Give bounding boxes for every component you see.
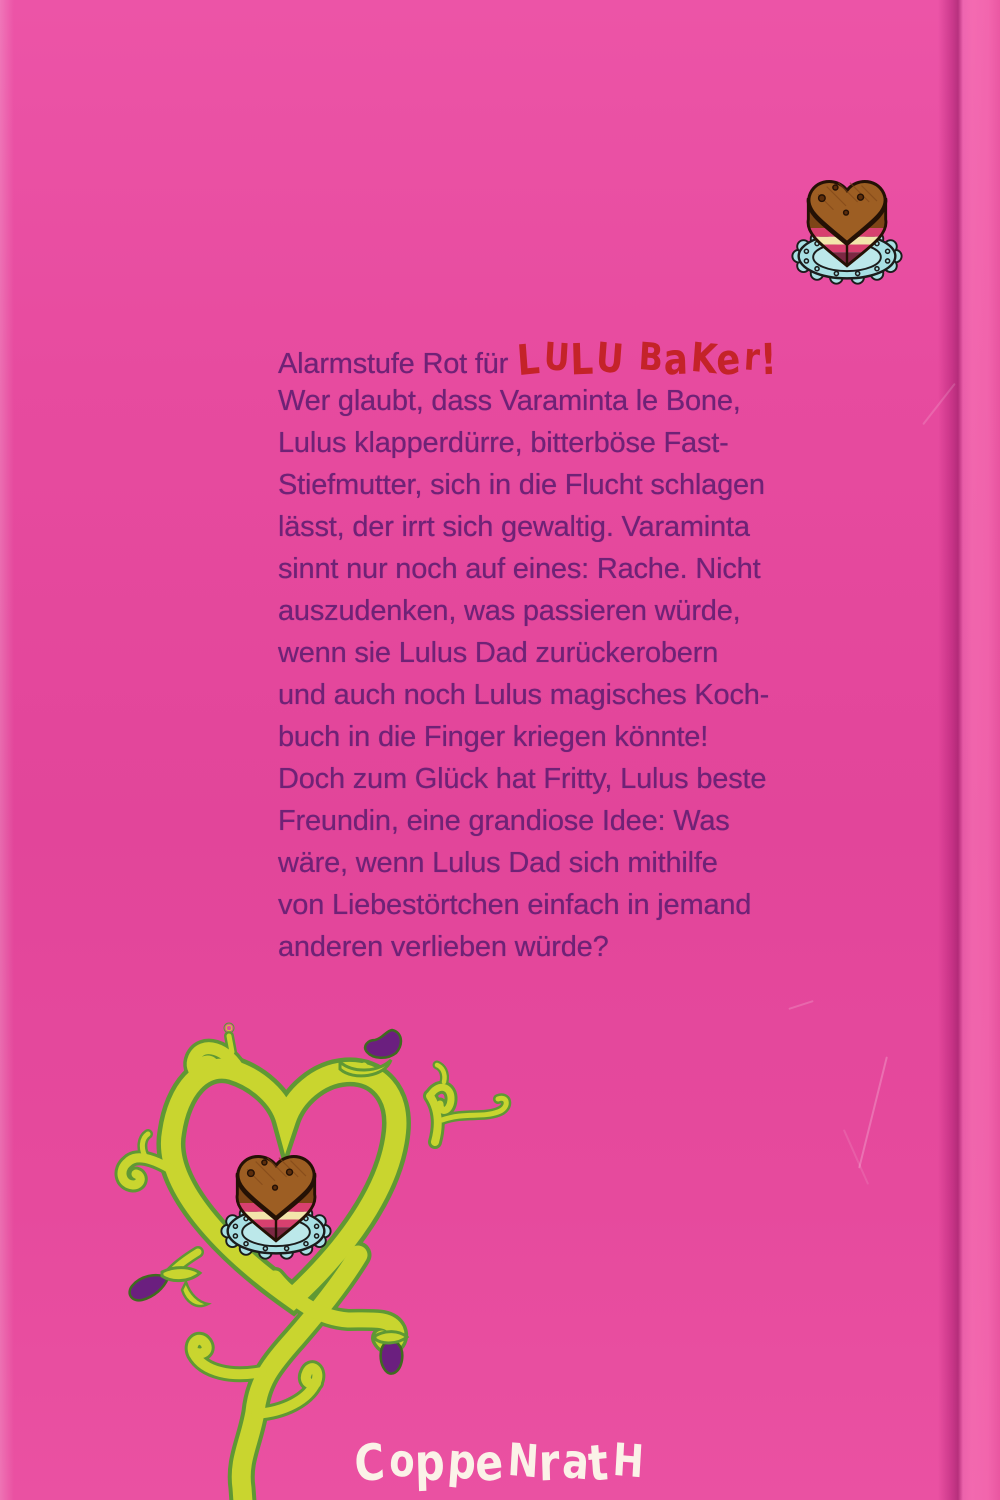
blurb-line: auszudenken, was passieren würde,: [278, 595, 741, 627]
pepper-left: [130, 1268, 208, 1306]
blurb-line: wäre, wenn Lulus Dad sich mithilfe: [278, 847, 718, 879]
blurb-line: Wer glaubt, dass Varaminta le Bone,: [278, 385, 741, 417]
blurb-line: Stiefmutter, sich in die Flucht schlagen: [278, 469, 765, 501]
blurb-line: lässt, der irrt sich gewaltig. Varaminta: [278, 511, 750, 543]
blurb-line: von Liebestörtchen einfach in jemand: [278, 889, 752, 921]
blurb-headline: [278, 333, 878, 386]
blurb-line: anderen verlieben würde?: [278, 931, 609, 963]
cover-scratch: [788, 1000, 813, 1010]
cover-crease: [858, 1056, 888, 1168]
blurb-line: Freundin, eine grandiose Idee: Was: [278, 805, 730, 837]
publisher-logo-text: CoppeNratH: [352, 1432, 646, 1494]
blurb-intro: Alarmstufe Rot für: [278, 348, 509, 380]
blurb-line: Lulus klapperdürre, bitterböse Fast-: [278, 427, 729, 459]
heart-vine-illustration: [90, 1020, 530, 1500]
blurb-line: sinnt nur noch auf eines: Rache. Nicht: [278, 553, 761, 585]
blurb-line: buch in die Finger kriegen könnte!: [278, 721, 709, 753]
blurb-text: [278, 333, 878, 968]
publisher-logo: [0, 1432, 1000, 1494]
pepper-top-right: [340, 1030, 401, 1076]
blurb-line: und auch noch Lulus magisches Koch-: [278, 679, 770, 711]
heart-cake-icon: [221, 1148, 330, 1259]
series-title: LULU BaKer!: [515, 333, 778, 386]
heart-cake-icon: [789, 173, 905, 289]
cover-left-edge-highlight: [0, 0, 14, 1500]
cover-right-edge-fold: [900, 0, 1000, 1500]
blurb-line: wenn sie Lulus Dad zurückerobern: [278, 637, 719, 669]
blurb-line: Doch zum Glück hat Fritty, Lulus beste: [278, 763, 767, 795]
pepper-bottom-right: [375, 1332, 407, 1374]
